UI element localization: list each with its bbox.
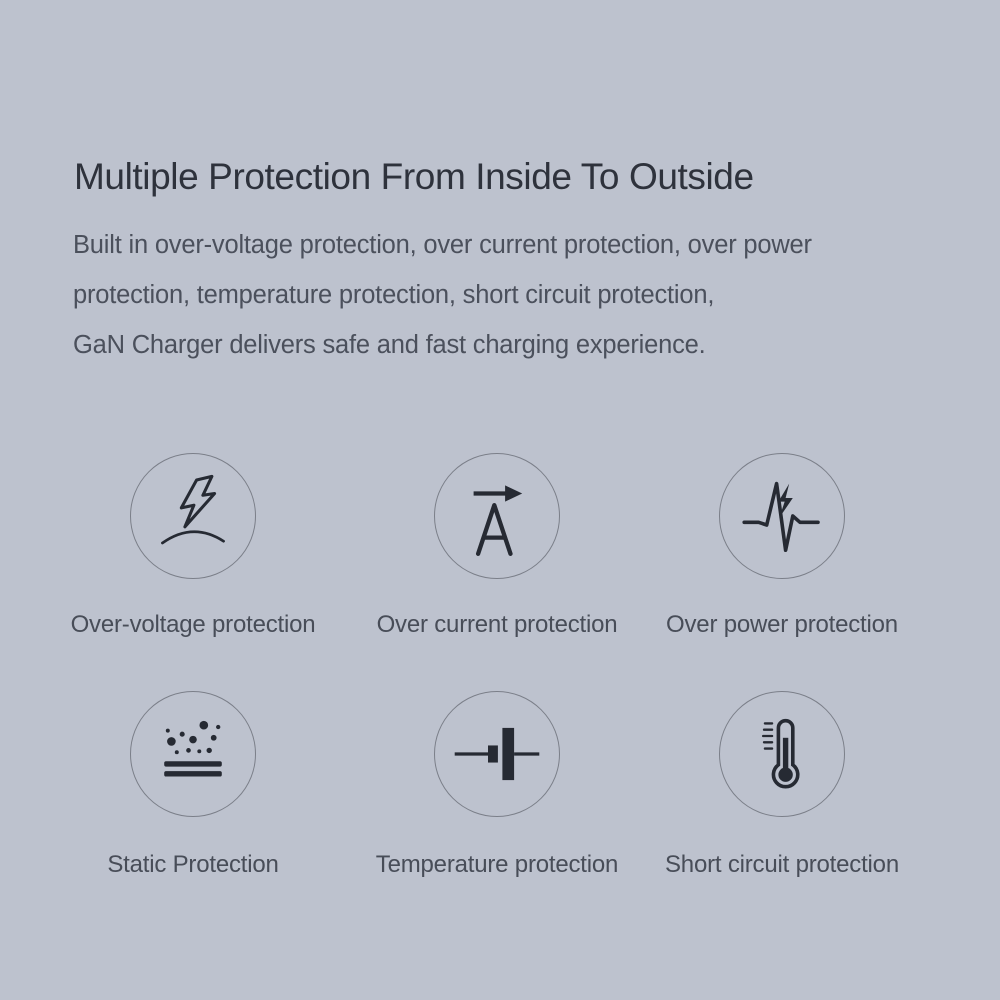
description-line: protection, temperature protection, short circuit protection, [73,281,715,309]
feature-label: Temperature protection [375,851,619,878]
feature-over-power [642,453,922,639]
static-particles-icon [148,709,238,799]
feature-over-voltage [53,453,333,639]
feature-over-current [357,453,637,639]
feature-label: Over power protection [666,611,898,638]
feature-circle [130,691,256,817]
feature-circle [130,453,256,579]
feature-static [53,691,333,879]
feature-circle [719,691,845,817]
feature-label: Static Protection [107,851,279,878]
feature-temperature [357,691,637,879]
feature-short-circuit [642,691,922,879]
description-line: Built in over-voltage protection, over current protection, over power [73,231,812,259]
feature-label: Short circuit protection [665,851,899,878]
page-title: Multiple Protection From Inside To Outside [74,156,754,197]
feature-circle [719,453,845,579]
lightning-bolt-arc-icon [148,471,238,561]
description [73,220,812,370]
feature-circle [434,691,560,817]
feature-label: Over-voltage protection [70,611,316,638]
feature-label: Over current protection [376,611,618,638]
battery-cell-circuit-icon [452,709,542,799]
feature-circle [434,453,560,579]
thermometer-icon [737,709,827,799]
description-line: GaN Charger delivers safe and fast charging experience. [73,331,706,359]
power-surge-wave-icon [737,471,827,561]
ampere-arrow-icon [452,471,542,561]
